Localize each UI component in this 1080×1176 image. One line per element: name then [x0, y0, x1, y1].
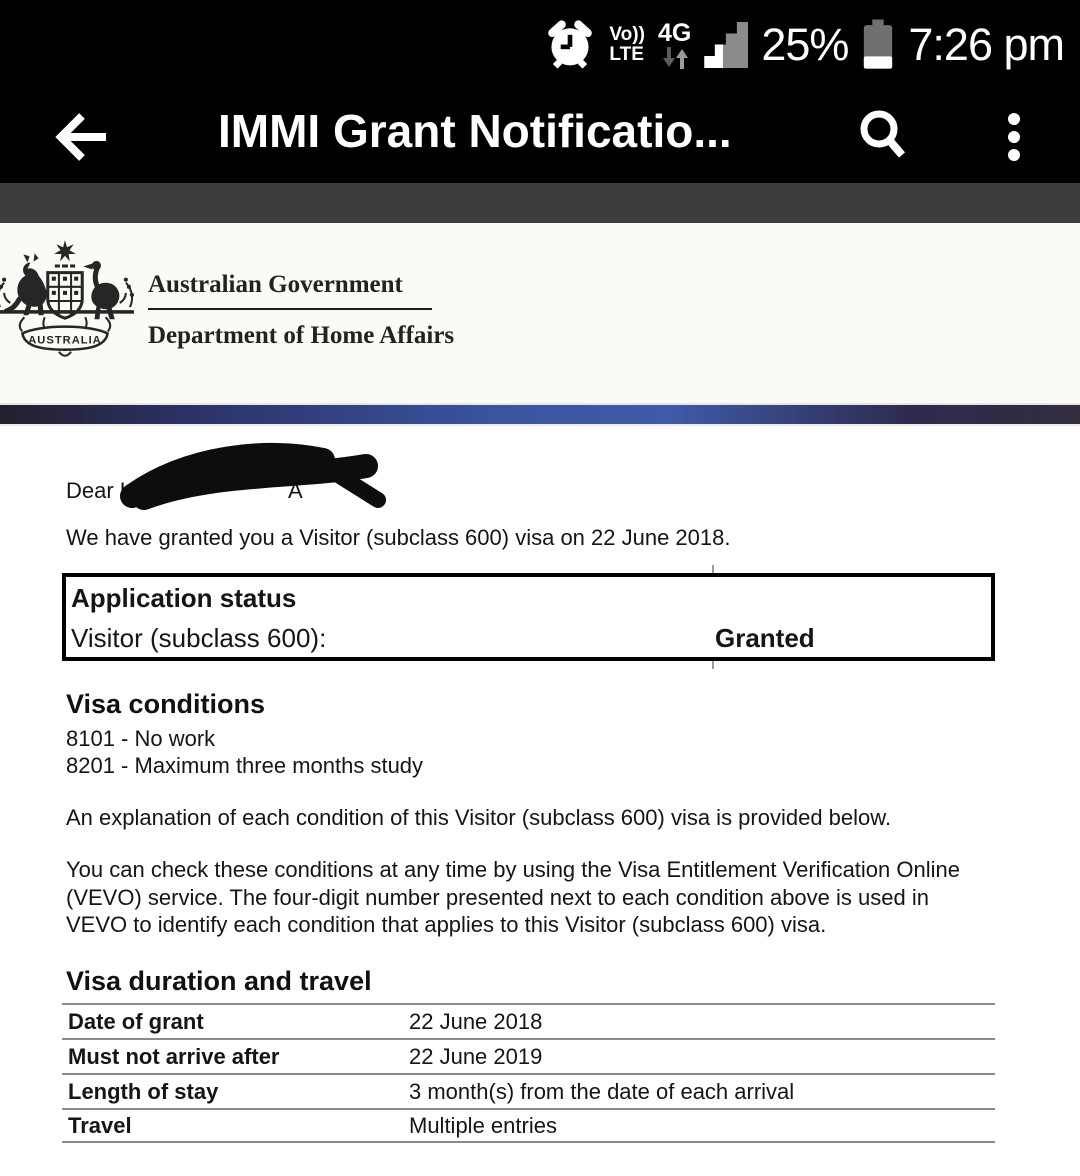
letterhead-gradient-band [0, 403, 1080, 426]
battery-percent: 25% [761, 19, 849, 70]
table-row [62, 1038, 995, 1073]
row-value: 22 June 2019 [409, 1043, 543, 1069]
row-label: Date of grant [68, 1008, 204, 1034]
salutation-suffix: A [288, 478, 303, 503]
data-arrows-icon [659, 46, 691, 70]
status-bar [0, 0, 1080, 90]
visa-duration-table [62, 1003, 995, 1143]
visa-conditions-heading: Visa conditions [66, 689, 266, 719]
app-bar [0, 90, 1080, 183]
salutation: Dear L [66, 478, 133, 503]
back-arrow-icon[interactable] [54, 108, 112, 166]
toolbar-shadow-band [0, 183, 1080, 223]
row-value: 3 month(s) from the date of each arrival [409, 1078, 795, 1104]
overflow-menu-icon[interactable] [1000, 108, 1028, 166]
australian-coat-of-arms-icon [0, 238, 136, 364]
network-indicator: 4G [658, 20, 691, 70]
table-divider-tick [712, 661, 714, 669]
page-title: IMMI Grant Notificatio... [218, 105, 732, 157]
application-status-box [62, 573, 995, 661]
volte-indicator: Vo)) LTE [609, 24, 645, 65]
grant-intro-line: We have granted you a Visitor (subclass 600) visa on 22 June 2018. [66, 525, 731, 550]
visa-condition-item: 8101 - No work [66, 726, 216, 751]
row-value: Multiple entries [409, 1112, 557, 1138]
conditions-explanation: An explanation of each condition of this Visitor (subclass 600) visa is provided below. [66, 805, 892, 830]
government-name: Australian Government [148, 271, 403, 298]
visa-condition-item: 8201 - Maximum three months study [66, 753, 424, 778]
alarm-clock-icon [544, 18, 596, 72]
search-icon[interactable] [856, 106, 912, 166]
table-row [62, 1108, 995, 1143]
application-status-value: Granted [715, 623, 815, 653]
signal-strength-icon [704, 22, 748, 68]
letterhead [0, 223, 1080, 403]
row-label: Length of stay [68, 1078, 219, 1104]
redaction-scribble [118, 438, 404, 518]
row-label: Must not arrive after [68, 1043, 280, 1069]
svg-text:AUSTRALIA: AUSTRALIA [28, 334, 102, 347]
table-row [62, 1003, 995, 1038]
row-value: 22 June 2018 [409, 1008, 543, 1034]
letterhead-rule [148, 308, 432, 310]
table-divider-tick [712, 565, 714, 573]
row-label: Travel [68, 1112, 132, 1138]
application-status-label: Visitor (subclass 600): [71, 623, 327, 653]
battery-icon [861, 17, 895, 73]
document-body[interactable] [0, 426, 1080, 1176]
letterhead-text [148, 271, 454, 350]
table-row [62, 1073, 995, 1108]
application-status-heading: Application status [71, 583, 297, 613]
vevo-note: You can check these conditions at any time by using the Visa Entitlement Verification Online (VEVO) service. The four-digit number presented next to each condition above is used in VEVO to identify each condition that applies to this Visitor (subclass 600) visa. [66, 857, 960, 937]
department-name: Department of Home Affairs [148, 322, 455, 349]
visa-duration-heading: Visa duration and travel [66, 966, 372, 996]
clock-time: 7:26 pm [908, 19, 1064, 70]
